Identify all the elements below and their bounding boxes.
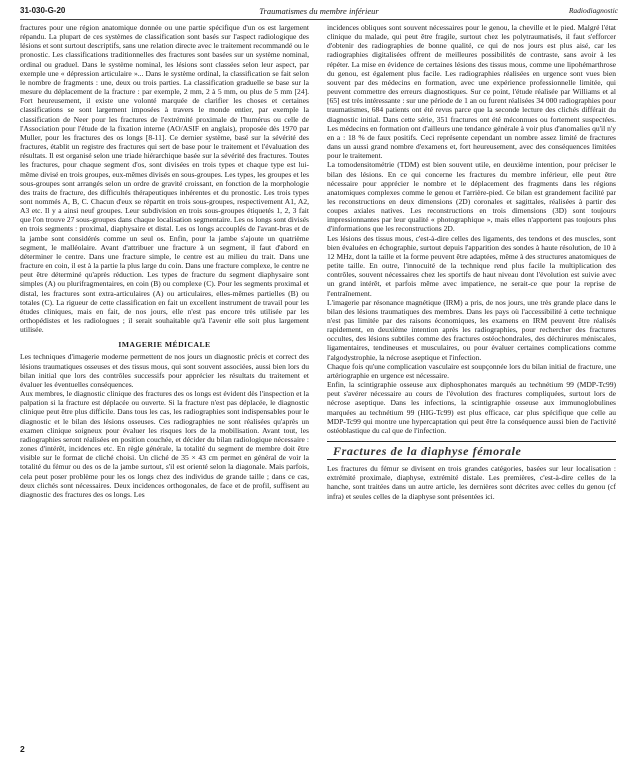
article-code: 31-030-G-20 (20, 6, 66, 15)
paragraph: Les lésions des tissus mous, c'est-à-dire celles des ligaments, des tendons et des muscles, sont bien évaluées en échographie, surtout depuis l'apparition des sondes à haute résolution, de 10 à 12 MHz, dont la taille et la forme peuvent être adaptées, même à des structures anatomiques de petite taille. En outre, l'innocuité de la technique rend plus facile la multiplication des contrôles, souvent nécessaires chez les sportifs de haut niveau dont l'évolution est suivie avec un grand intérêt, et parfois même avec impatience, ne serait-ce que pour la reprise de l'entraînement. (327, 233, 616, 298)
left-column (20, 23, 309, 738)
paragraph: Aux membres, le diagnostic clinique des fractures des os longs est évident dès l'inspection et la palpation si la fracture est déplacée ou ouverte. Si la fracture n'est pas déplacée, le diagnostic clinique peut être plus difficile. Dans tous les cas, les radiographies sont indispensables pour le diagnostic et le bilan des lésions osseuses. Ces radiographies ne sont réalisées qu'après un examen clinique soigneux pour évaluer les risques lors de la mobilisation. Avant tout, les radiographies seront réalisées en position couchée, et décider du bilan radiologique nécessaire : zones d'intérêt, incidences etc. En règle générale, la totalité du segment de membre doit être visible sur le format de cliché choisi. Un cliché de 35 × 43 cm permet en général de voir la totalité du fémur ou des os de la jambe surtout, s'il est orienté selon la diagonale. Mais parfois, cela peut poser problème pour les os longs chez des individus de grande taille ; dans ce cas, deux clichés sont nécessaires. Deux incidences orthogonales, de face et de profil, suffisent au diagnostic des fractures des os longs. Les (20, 389, 309, 499)
section-heading-fractures: Fractures de la diaphyse fémorale (333, 444, 522, 459)
paragraph: La tomodensitométrie (TDM) est bien souvent utile, en deuxième intention, pour préciser le bilan des lésions. En ce qui concerne les fractures du membre inférieur, elle peut être nécessaire pour apprécier le nombre et le déplacement des fragments dans les régions anatomiques complexes comme le genou et l'arrière-pied. Ce bilan est grandement facilité par les reconstructions en deux dimensions (2D) coronales et sagittales, réalisées à partir des coupes axiales natives. Les reconstructions en trois dimensions (3D) sont toujours impressionnantes par leur qualité « photographique », mais elles n'apportent pas toujours plus d'informations que les reconstructions 2D. (327, 160, 616, 234)
section-heading-imagerie: IMAGERIE MÉDICALE (118, 340, 211, 350)
right-column (327, 23, 616, 738)
paragraph: incidences obliques sont souvent nécessaires pour le genou, la cheville et le pied. Malgré l'état clinique du malade, qui peut être fragile, surtout chez les polytraumatisés, il faut s'efforcer d'obtenir des radiographies de bonne qualité, ce qui de nos jours est plus aisé, car les radiographies digitalisées offrent de meilleures possibilités de contraste, sans avoir à les répéter. La mise en évidence de certaines lésions des tissus mous, comme une lipohémarthrose du genou, est également plus facile. Les radiographies réalisées en urgence sont vues bien souvent par des médecins en formation, avec une expérience professionnelle limitée, qui peuvent commettre des erreurs diagnostiques. Sur ce point, l'étude réalisée par Williams et al [65] est très intéressante : sur une période de 1 an ou furent réalisées 34 000 radiographies pour traumatismes, 684 patients ont été revus parce que la seconde lecture des clichés différait du diagnostic initial. Dans cette série, 351 fractures ont été méconnues ou fortement suspectées. Les médecins en formation ont d'ailleurs une tendance générale à voir plus d'anomalies qu'il n'y en a : 18 % de faux positifs. Ceci représente cependant un nombre assez limité de fractures dans un aussi grand nombre d'examens et, fort heureusement, avec des conséquences limitées pour le traitement. (327, 23, 616, 161)
paragraph: Enfin, la scintigraphie osseuse aux diphosphonates marqués au technétium 99 (MDP-Tc99) peut s'avérer nécessaire au cours de l'évolution des fractures compliquées, surtout lors de nécrose aseptique. Dans les infections, la scintigraphie osseuse aux immunoglobulines marquées au technétium 99 (HIG-Tc99) est plus efficace, car plus spécifique que celle au MDP-Tc99 qui montre une hypercaptation qui peut être la conséquence aussi bien de l'activité ostéoblastique du cal que de l'infection. (327, 380, 616, 435)
paragraph: Chaque fois qu'une complication vasculaire est soupçonnée lors du bilan initial de fracture, une artériographie en urgence est nécessaire. (327, 361, 616, 380)
running-header (20, 3, 618, 20)
section-name: Radiodiagnostic (568, 6, 618, 15)
paragraph: L'imagerie par résonance magnétique (IRM) a pris, de nos jours, une très grande place dans le bilan des lésions traumatiques des membres. Dans les pays où l'accessibilité à cette technique n'est pas limitée par des raisons économiques, les examens en IRM peuvent être réalisés rapidement, en deuxième intention après les radiographies, pour rechercher des fractures occultes, des lésions subtiles comme des fractures ostéochondrales, des déchirures méniscales, ligamentaires, tendineuses et musculaires, ou pour évaluer certaines complications comme l'algodystrophie, la nécrose aseptique et l'infection. (327, 297, 616, 362)
paragraph: Les techniques d'imagerie moderne permettent de nos jours un diagnostic précis et correct des lésions traumatiques osseuses et des tissus mous, qui sont souvent associées, aussi bien lors du bilan initial que lors des contrôles successifs pour apprécier les résultats du traitement et évaluer les éventuelles conséquences. (20, 352, 309, 389)
paragraph: Les fractures du fémur se divisent en trois grandes catégories, basées sur leur localisation : extrémité proximale, diaphyse, extrémité distale. Les premières, c'est-à-dire celles de la hanche, sont traitées dans un autre article, les dernières sont décrites avec celles du genou (cf infra) et seules celles de la diaphyse sont présentées ici. (327, 464, 616, 501)
paragraph: fractures pour une région anatomique donnée ou une partie spécifique d'un os est largement répandu. La plupart de ces systèmes de classification sont basés sur l'aspect radiologique des lésions et sont surtout descriptifs, sans une relation directe avec le traitement recommandé ou le pronostic. Les classifications traditionnelles des fractures sont basées sur un système nominal, ordinal ou graduel. Dans le système nominal, les lésions sont classées selon leur aspect, par exemple une « dépression articulaire »... Dans le système ordinal, la classification se fait selon le nombre de fragments : une, deux ou trois parties. La classification graduelle se base sur la mesure du déplacement de la fracture : par exemple, 2 mm, 2 à 5 mm, ou plus de 5 mm [24]. Fort heureusement, il existe une volonté marquée de clarifier les choses et certaines classifications se sont largement imposées à travers le monde entier, par exemple la classification de Neer pour les fractures de l'extrémité proximale de l'humérus ou celle de l'Association pour l'étude de la fixation interne (AO/ASIF en anglais), proposée dès 1970 par Muller, pour les fractures des os longs [8-11]. Ce dernier système, basé sur la sévérité des fractures, établit un registre des fractures qui sert de base pour le traitement et l'évaluation des résultats. Il est organisé selon une triade hiérarchique basée sur la sévérité des fractures. Toutes les fractures, pour chaque segment d'os, sont divisées en trois types et chaque type est lui-même divisé en trois groupes, eux-mêmes divisés en sous-groupes. Les types, les groupes et les sous-groupes sont arrangés selon un ordre de gravité croissant, en fonction de la morphologie des traits de fracture, des difficultés thérapeutiques inhérentes et du pronostic. Les trois types sont nommés A, B, C. Chacun d'eux se répartit en trois sous-groupes, respectivement A1, A2, A3 etc. Il y a ainsi neuf groupes. Leur subdivision en trois sous-groupes étiquetés 1, 2, 3 fait que l'on trouve 27 sous-groupes dans chaque localisation segmentaire. Les os longs sont divisés en trois segments : proximal, diaphysaire et distal. Les os longs accouplés de l'avant-bras et de la jambe sont considérés comme un seul os. Enfin, pour la jambe s'ajoute un quatrième segment, le malléolaire. Avant d'attribuer une fracture à un segment, il faut d'abord en déterminer le centre. Dans une fracture simple, le centre est au milieu du trait. Dans une fracture en coin, il est à la partie la plus large du coin. Dans une fracture complexe, le centre ne peut être déterminé qu'après réduction. Les types de fracture du segment diaphysaire sont simples (A) ou plurifragmentaires, en coin (B) ou complexe (C). Pour les segments proximal et distal, les fractures sont extra-articulaires (A) ou articulaires, elles-mêmes partielles (B) ou totales (C). La rigueur de cette classification en fait un excellent instrument de travail pour les études cliniques, mais en fait, de nos jours, elle n'est pas encore très utilisée par les orthopédistes et les radiologues ; il serait souhaitable qu'à l'avenir elle soit plus largement utilisée. (20, 23, 309, 335)
section-heading-box (327, 441, 616, 460)
running-title: Traumatismes du membre inférieur (259, 6, 379, 16)
page-number: 2 (20, 744, 25, 754)
